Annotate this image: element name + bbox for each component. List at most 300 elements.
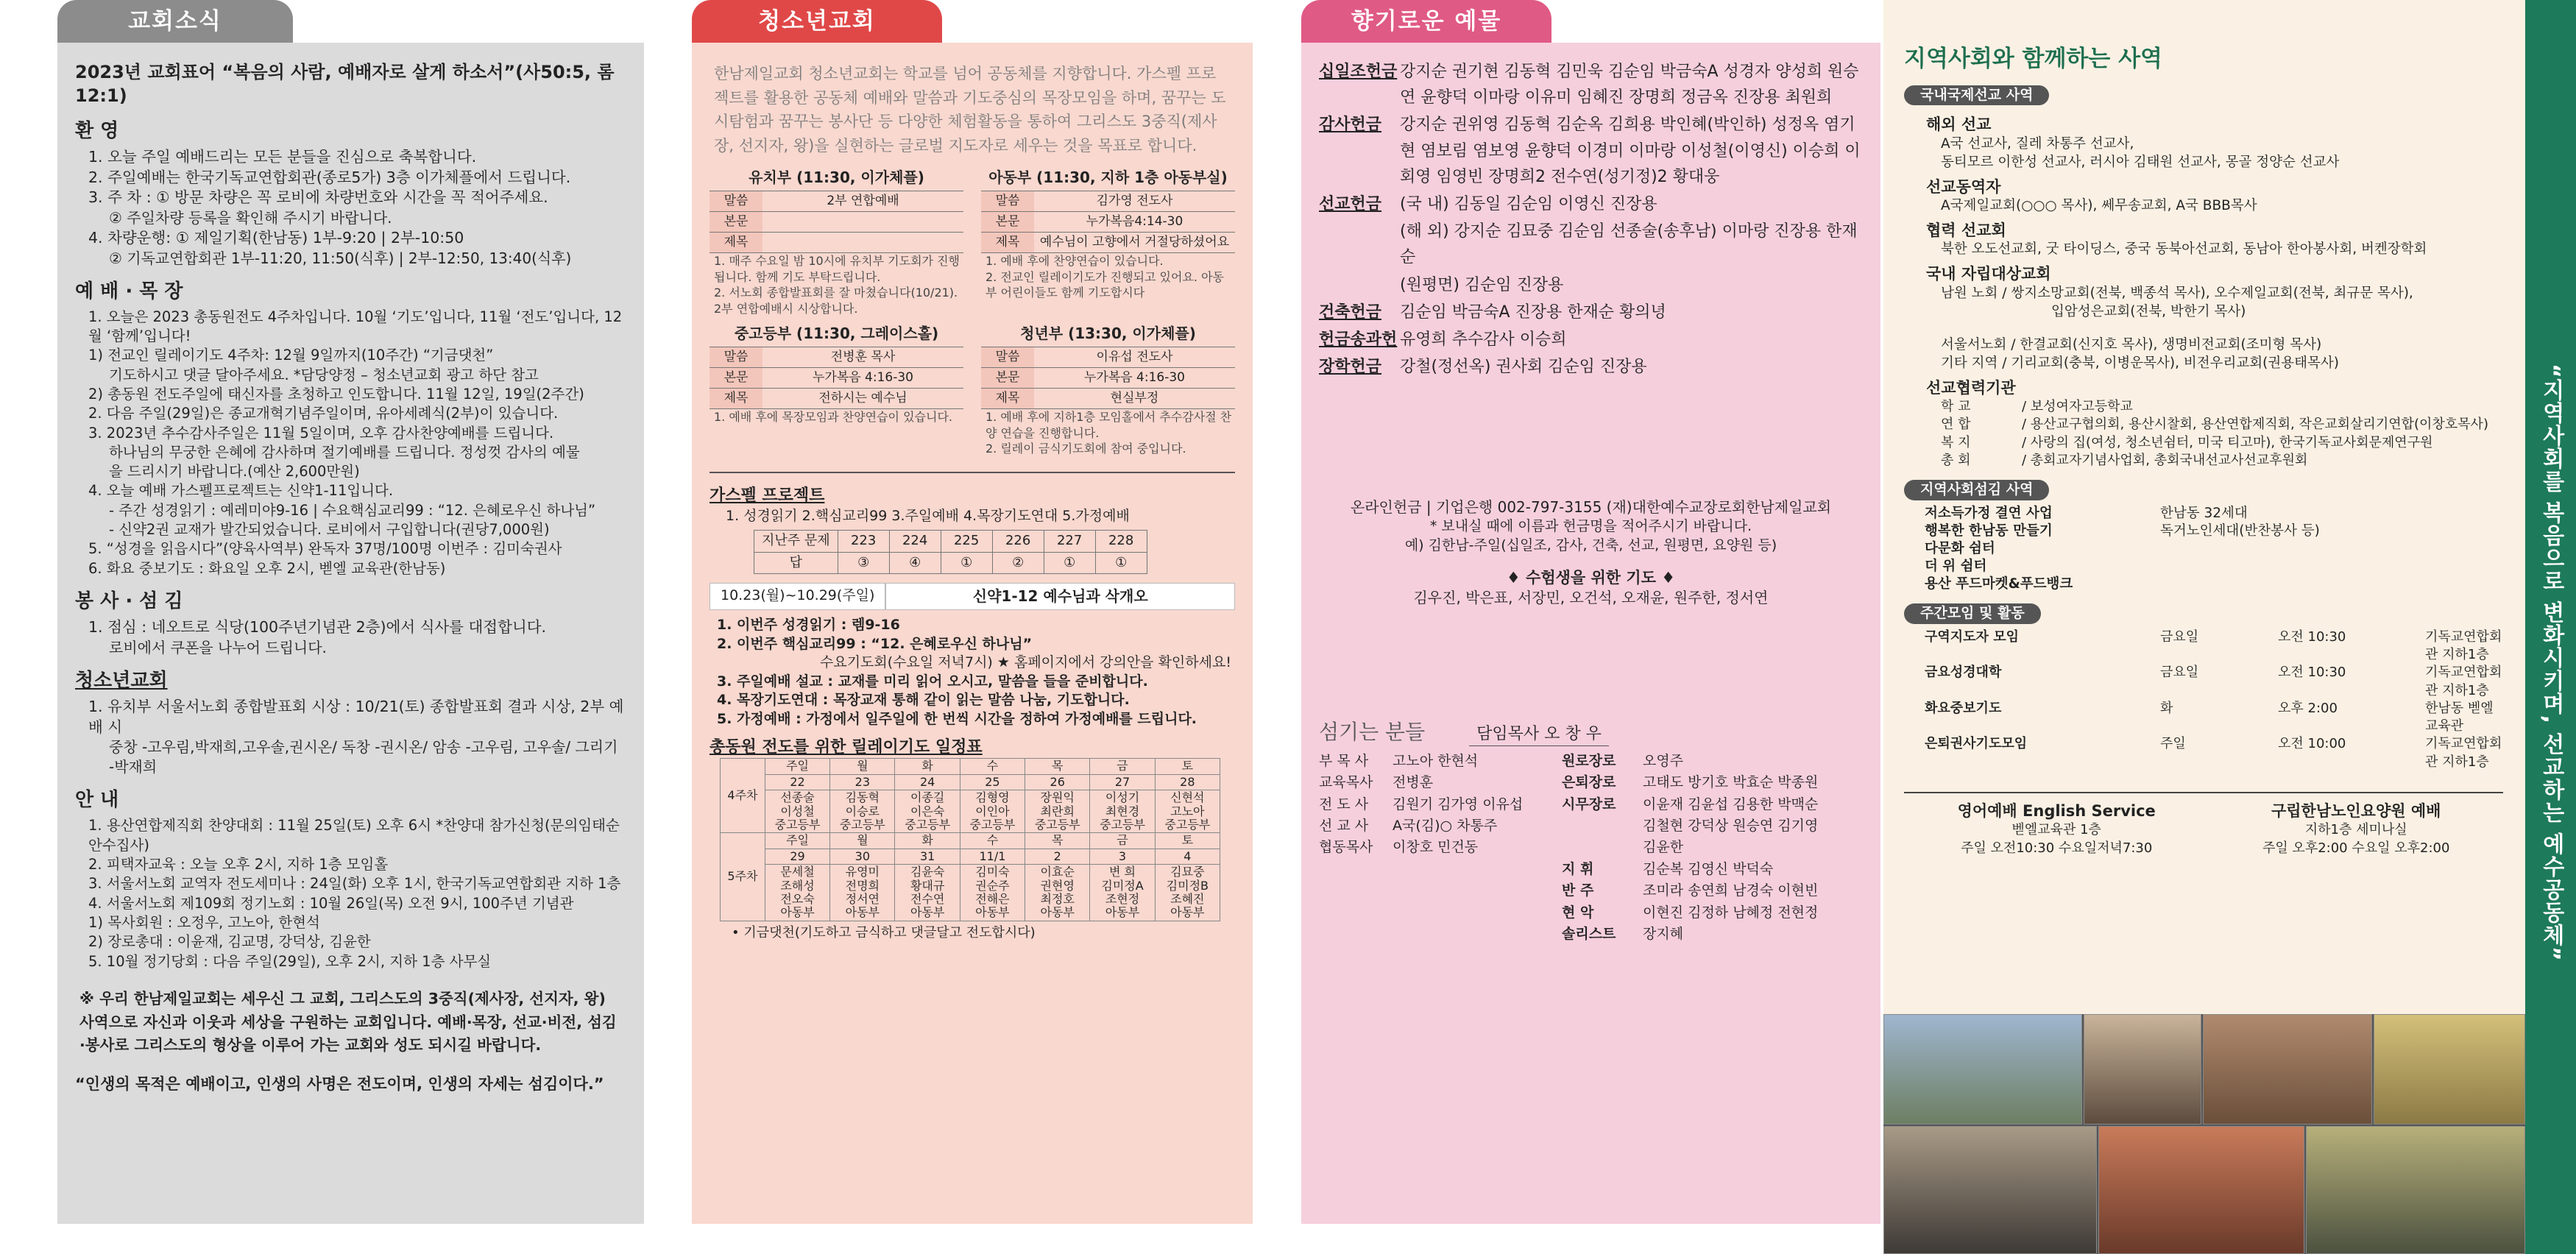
offering-names: 김순임 박금숙A 진장용 한재순 황의녕 xyxy=(1400,302,1666,322)
department-title: 유치부 (11:30, 이가체플) xyxy=(749,169,924,187)
agency-row xyxy=(1941,434,2503,452)
relay-name: 최란희 xyxy=(1040,804,1075,818)
relay-name: 조혜진 xyxy=(1170,891,1205,906)
overseas-item: 동티모르 이한성 선교사, 러시아 김태원 선교사, 몽골 정양순 선교사 xyxy=(1941,154,2340,170)
relay-date: 31 xyxy=(895,849,960,864)
worship-item: 3. 2023년 추수감사주일은 11월 5일이며, 오후 감사찬양예배를 드립니다. xyxy=(88,424,554,442)
gospel-question: 223 xyxy=(838,531,889,552)
group-photo-1 xyxy=(2084,1014,2201,1124)
staff-row xyxy=(1319,924,1863,945)
news-panel xyxy=(57,43,644,1224)
department-block xyxy=(710,168,963,316)
relay-name: 조해성 xyxy=(780,878,815,893)
department-table xyxy=(981,347,1235,409)
department-note: 1. 예배 후에 지하1층 모임홀에서 추수감사절 찬양 연습을 진행합니다. xyxy=(986,410,1232,440)
staff-names: 김윤한 xyxy=(1643,839,1684,856)
weekly-place: 한남동 벧엘교육관 xyxy=(2425,700,2494,734)
worship-item: 5. “성경을 읽읍시다”(양육사역부) 완독자 37명/100명 이번주 : 김미숙권사 xyxy=(88,540,562,558)
local-name: 행복한 한남동 만들기 xyxy=(1925,522,2053,539)
department-table xyxy=(710,347,963,409)
offering-row xyxy=(1319,272,1863,298)
nursing-home-title: 구립한남노인요양원 예배 xyxy=(2271,802,2441,821)
relay-name: 이효순 xyxy=(1040,865,1075,879)
staff-row xyxy=(1319,837,1863,858)
relay-name: 중고등부 xyxy=(1034,817,1080,832)
annual-motto: 2023년 교회표어 “복음의 사람, 예배자로 살게 하소서”(사50:5, 롬 12:1) xyxy=(75,62,615,107)
children-photo xyxy=(2374,1014,2525,1124)
offering-names: 강지순 권위영 김동혁 김순옥 김희용 박인혜(박인하) 성정옥 염기현 염보림 염보영 윤향덕 이경미 이마랑 이성철(이영신) 이승희 이회영 임영빈 장명희2 전수연(성기정)2 황대웅 xyxy=(1400,116,1861,186)
offering-names: (국 내) 김동일 김순임 이영신 진장용 xyxy=(1400,194,1657,213)
relay-date: 29 xyxy=(765,849,829,864)
welcome-item: 1. 오늘 주일 예배드리는 모든 분들을 진심으로 축복합니다. xyxy=(88,147,477,166)
youth-news-heading: 청소년교회 xyxy=(75,669,168,692)
weekly-row xyxy=(1925,735,2503,771)
local-name: 더 위 쉼터 xyxy=(1925,558,1987,574)
relay-date: 22 xyxy=(765,774,829,790)
relay-prayer-table xyxy=(720,758,1220,921)
nursing-home-location: 지하1층 세미나실 xyxy=(2304,822,2407,838)
staff-list xyxy=(1319,751,1863,946)
relay-names xyxy=(830,865,895,921)
local-detail: 한남동 32세대 xyxy=(2160,505,2248,521)
offering-names: (원평면) 김순임 진장용 xyxy=(1400,275,1564,294)
department-note: 1. 매주 수요일 밤 10시에 유치부 기도회가 진행됩니다. 함께 기도 부탁드립니다. xyxy=(714,254,960,284)
gospel-list-item: 1. 이번주 성경읽기 : 렘9-16 xyxy=(717,616,900,633)
worship-item: 하나님의 무궁한 은혜에 감사하며 절기예배를 드립니다. 정성껏 감사의 예물 xyxy=(109,443,580,461)
weekly-name: 화요중보기도 xyxy=(1925,700,2002,716)
relay-week-label: 5주차 xyxy=(721,833,765,921)
department-field-value: 현실부정 xyxy=(1034,389,1235,409)
relay-date: 23 xyxy=(830,774,895,790)
tab-worship: 향기로운 예물 xyxy=(1301,0,1551,43)
department-field-label: 본문 xyxy=(981,212,1034,233)
local-name: 다문화 쉼터 xyxy=(1925,540,1995,556)
relay-name: 장원익 xyxy=(1040,790,1075,805)
overseas-item: A국 선교사, 질레 차통주 선교사, xyxy=(1941,135,2134,152)
senior-pastor: 담임목사 오 창 우 xyxy=(1469,723,1609,746)
staff-names xyxy=(1393,880,1562,901)
notice-heading: 안 내 xyxy=(75,789,119,812)
gospel-question: 228 xyxy=(1095,531,1147,552)
staff-role xyxy=(1562,815,1643,837)
relay-date: 4 xyxy=(1155,849,1220,864)
gospel-answer: 답 xyxy=(754,552,838,573)
relay-name: 중고등부 xyxy=(774,817,821,832)
department-field-label: 본문 xyxy=(710,368,762,389)
relay-name: 중고등부 xyxy=(905,817,951,832)
relay-name: 권현영 xyxy=(1040,878,1075,893)
offering-row xyxy=(1319,191,1863,217)
notice-item: 4. 서울서노회 제109회 정기노회 : 10월 26일(목) 오전 9시, 100주년 기념관 xyxy=(88,894,574,912)
relay-name: 선종술 xyxy=(780,790,815,805)
agency-row xyxy=(1941,416,2503,433)
staff-role xyxy=(1319,924,1393,945)
local-detail xyxy=(2160,558,2503,575)
welcome-item: 3. 주 차 : ① 방문 차량은 꼭 로비에 차량번호와 시간을 꼭 적어주세요. xyxy=(88,188,548,207)
staff-names: 김원기 김가영 이유섭 xyxy=(1393,796,1524,812)
english-service-time: 주일 오전10:30 수요일저녁7:30 xyxy=(1961,840,2153,856)
relay-name: 변 희 xyxy=(1109,865,1136,879)
department-note: 2. 릴레이 금식기도회에 참여 중입니다. xyxy=(986,442,1186,456)
relay-date: 30 xyxy=(830,849,895,864)
gospel-list xyxy=(710,616,1235,729)
notice-item: 2. 피택자교육 : 오늘 오후 2시, 지하 1층 모임홀 xyxy=(88,855,389,873)
offering-list xyxy=(1319,59,1863,380)
relay-name: 아동부 xyxy=(845,905,880,920)
department-note: 1. 예배 후에 찬양연습이 있습니다. xyxy=(986,254,1164,268)
gospel-list-item: 4. 목장기도연대 : 목장교재 통해 같이 읽는 말씀 나눔, 기도합니다. xyxy=(717,692,1130,709)
relay-day: 금 xyxy=(1090,833,1155,849)
relay-name: 김미정B xyxy=(1166,878,1209,893)
department-table xyxy=(981,191,1235,253)
department-note: 1. 예배 후에 목장모임과 찬양연습이 있습니다. xyxy=(714,410,952,425)
relay-names xyxy=(1090,865,1155,921)
gospel-question: 224 xyxy=(889,531,941,552)
relay-name: 최정호 xyxy=(1040,891,1075,906)
local-row xyxy=(1925,575,2503,593)
congregation-photo xyxy=(2306,1126,2525,1254)
local-row xyxy=(1925,505,2503,522)
staff-names xyxy=(1393,902,1562,924)
department-field-value: 전하시는 예수님 xyxy=(762,389,963,409)
relay-date: 27 xyxy=(1090,774,1155,790)
agency-type: 학 교 xyxy=(1941,398,1971,414)
relay-name: 이종길 xyxy=(910,790,945,805)
gospel-list-item: 5. 가정예배 : 가정에서 일주일에 한 번씩 시간을 정하여 가정예배를 드립니다. xyxy=(717,711,1197,728)
staff-role: 지 휘 xyxy=(1562,860,1594,877)
relay-names xyxy=(960,865,1025,921)
english-service-location: 벧엘교육관 1층 xyxy=(2011,822,2101,838)
department-field-label: 본문 xyxy=(710,212,762,233)
offering-type: 건축헌금 xyxy=(1319,302,1382,322)
department-field-value: 누가복음 4:16-30 xyxy=(762,368,963,389)
welcome-list xyxy=(75,147,626,269)
relay-day: 주일 xyxy=(765,833,829,849)
notice-list xyxy=(75,816,626,971)
relay-name: 이성철 xyxy=(780,804,815,818)
relay-date: 25 xyxy=(960,774,1025,790)
staff-names: 김철현 강덕상 원승연 김기영 xyxy=(1643,817,1819,834)
relay-day: 주일 xyxy=(765,759,829,774)
offering-names: 유영희 추수감사 이승희 xyxy=(1400,330,1567,349)
welcome-item: ② 기독교연합회관 1부-11:20, 11:50(식후) | 2부-12:50, 13:40(식후) xyxy=(109,249,572,267)
staff-names: 이현진 김정하 남혜정 전현정 xyxy=(1643,904,1819,921)
gospel-answer: ① xyxy=(1095,552,1147,573)
worship-item: 6. 화요 중보기도 : 화요일 오후 2시, 벧엘 교육관(한남동) xyxy=(88,559,446,577)
department-block xyxy=(710,324,963,457)
relay-names xyxy=(960,790,1025,833)
relay-note: • 기금댓천(기도하고 금식하고 댓글달고 전도합시다) xyxy=(732,924,1036,940)
relay-names xyxy=(895,865,960,921)
relay-name: 김동혁 xyxy=(845,790,880,805)
worship-item: - 신약2권 교재가 발간되었습니다. 로비에서 구입합니다(권당7,000원) xyxy=(109,521,550,539)
relay-heading: 총동원 전도를 위한 릴레이기도 일정표 xyxy=(710,737,983,757)
relay-day: 금 xyxy=(1090,759,1155,774)
staff-row xyxy=(1319,751,1863,772)
weekly-name: 금요성경대학 xyxy=(1925,665,2002,681)
relay-name: 아동부 xyxy=(975,905,1010,920)
relay-name: 황대규 xyxy=(910,878,945,893)
staff-names xyxy=(1393,859,1562,880)
weekly-time: 오후 2:00 xyxy=(2278,700,2338,716)
gospel-answer: ② xyxy=(992,552,1044,573)
notice-item: 1. 용산연합제직회 찬양대회 : 11월 25일(토) 오후 6시 *찬양대 참가신청(문의임태순안수집사) xyxy=(88,817,620,854)
worship-item: - 주간 성경읽기 : 예레미야9-16 | 수요핵심교리99 : “12. 은혜로우신 하나님” xyxy=(109,501,596,519)
agency-type: 총 회 xyxy=(1941,452,1971,468)
relay-name: 아동부 xyxy=(1040,905,1075,920)
relay-name: 이인아 xyxy=(975,804,1010,818)
notice-item: 5. 10월 정기당회 : 다음 주일(29일), 오후 2시, 지하 1층 사무실 xyxy=(88,952,492,970)
staff-role: 교육목사 xyxy=(1319,774,1373,791)
side-banner xyxy=(2525,0,2576,1254)
worship-heading: 예 배 · 목 장 xyxy=(75,280,183,302)
department-field-value xyxy=(762,212,963,233)
welcome-item: 4. 차량운행: ① 제일기획(한남동) 1부-9:20 | 2부-10:50 xyxy=(88,228,464,247)
agency-name: / 용산교구협의회, 용산시찰회, 용산연합제직회, 작은교회살리기연합(이창호목사) xyxy=(2022,417,2488,433)
relay-date: 11/1 xyxy=(960,849,1025,864)
relay-name: 권순주 xyxy=(975,878,1010,893)
worship-item: 을 드리시기 바랍니다.(예산 2,600만원) xyxy=(109,463,360,481)
relay-names xyxy=(830,790,895,833)
domestic-item: 서울서노회 / 한결교회(신지호 목사), 생명비전교회(조미형 목사) xyxy=(1941,336,2322,353)
offering-row xyxy=(1319,300,1863,325)
relay-name: 유영미 xyxy=(845,865,880,879)
relay-name: 중고등부 xyxy=(1100,817,1145,832)
relay-name: 조현정 xyxy=(1105,891,1140,906)
worship-item: 1) 전교인 릴레이기도 4주차: 12월 9일까지(10주간) “기금댓천” xyxy=(88,347,494,364)
relay-day: 목 xyxy=(1025,833,1090,849)
weekly-time: 오전 10:00 xyxy=(2278,736,2346,752)
staff-role: 솔리스트 xyxy=(1562,926,1616,943)
service-list xyxy=(75,617,626,658)
department-field-value: 2부 연합예배 xyxy=(762,191,963,212)
department-note: 2. 전교인 릴레이기도가 진행되고 있어요. 아동부 어린이들도 함께 기도합시다 xyxy=(986,269,1224,300)
gospel-items: 1. 성경읽기 2.핵심교리99 3.주일예배 4.목장기도연대 5.가정예배 xyxy=(726,507,1130,524)
weekly-day: 화 xyxy=(2160,700,2173,716)
staff-role: 전 도 사 xyxy=(1319,796,1369,812)
agency-name: / 사랑의 집(여성, 청소년쉼터, 미국 티고마), 한국기독교사회문제연구원 xyxy=(2022,434,2433,450)
service-heading: 봉 사 · 섬 김 xyxy=(75,590,183,613)
department-title: 중고등부 (11:30, 그레이스홀) xyxy=(734,325,939,343)
gospel-lesson: 신약1-12 예수님과 삭개오 xyxy=(885,583,1235,610)
staff-role: 선 교 사 xyxy=(1319,817,1369,834)
relay-names xyxy=(1155,865,1220,921)
weekly-row xyxy=(1925,664,2503,700)
relay-name: 이은숙 xyxy=(910,804,945,818)
online-note: * 보내실 때에 이름과 헌금명을 적어주시기 바랍니다. xyxy=(1429,518,1752,535)
gospel-answer: ④ xyxy=(889,552,941,573)
offering-type: 감사헌금 xyxy=(1319,116,1382,135)
department-field-label: 말씀 xyxy=(710,347,762,368)
ceremony-photo xyxy=(1883,1126,2097,1254)
weekly-place: 기독교연합회관 지하1층 xyxy=(2425,736,2502,770)
department-field-value: 누가복음 4:16-30 xyxy=(1034,368,1235,389)
worship-item: 기도하시고 댓글 달아주세요. *담당양정 – 청소년교회 광고 하단 참고 xyxy=(109,366,539,383)
offering-type: 헌금송과헌 xyxy=(1319,330,1398,349)
relay-names xyxy=(1025,865,1090,921)
relay-name: 아동부 xyxy=(910,905,945,920)
youth-news-list xyxy=(75,697,626,777)
notice-item: 1) 목사회원 : 오정우, 고노아, 한현석 xyxy=(88,913,320,931)
relay-name: 아동부 xyxy=(780,905,815,920)
domestic-item: 남원 노회 / 쌍지소망교회(전북, 백종석 목사), 오수제일교회(전북, 최규문 목사), xyxy=(1941,285,2413,301)
offering-type: 십일조헌금 xyxy=(1319,63,1398,81)
staff-role: 은퇴장로 xyxy=(1562,774,1616,791)
coop-heading: 협력 선교회 xyxy=(1926,222,2006,240)
worship-item: 1. 오늘은 2023 총동원전도 4주차입니다. 10월 ‘기도’입니다, 11월 ‘전도’입니다, 12월 ‘함께’입니다! xyxy=(88,308,623,344)
relay-name: 전해은 xyxy=(975,891,1010,906)
staff-row xyxy=(1319,794,1863,815)
department-field-label: 본문 xyxy=(981,368,1034,389)
agency-name: / 보성여자고등학교 xyxy=(2022,398,2133,414)
weekly-place: 기독교연합회관 지하1층 xyxy=(2425,665,2502,698)
worship-item: 2. 다음 주일(29일)은 종교개혁기념주일이며, 유아세례식(2부)이 있습니다. xyxy=(88,405,559,422)
staff-heading: 섬기는 분들 xyxy=(1319,719,1426,744)
gospel-date-range: 10.23(월)~10.29(주일) xyxy=(710,583,885,610)
online-example: 예) 김한남-주일(십일조, 감사, 건축, 선교, 원평면, 요양원 등) xyxy=(1404,536,1777,553)
relay-name: 아동부 xyxy=(1170,905,1205,920)
mission-title: 지역사회와 함께하는 사역 xyxy=(1904,46,2162,72)
relay-name: 아동부 xyxy=(1105,905,1140,920)
local-row xyxy=(1925,540,2503,558)
weekly-time: 오전 10:30 xyxy=(2278,665,2346,681)
relay-name: 김형영 xyxy=(975,790,1010,805)
relay-day: 수 xyxy=(960,759,1025,774)
staff-row xyxy=(1319,815,1863,837)
english-service-title: 영어예배 English Service xyxy=(1957,802,2156,821)
relay-name: 전오숙 xyxy=(780,891,815,906)
baptism-photo xyxy=(2203,1014,2372,1124)
relay-name: 김윤숙 xyxy=(910,865,945,879)
weekly-row xyxy=(1925,700,2503,736)
staff-role: 부 목 사 xyxy=(1319,752,1369,769)
staff-names xyxy=(1393,924,1562,945)
local-row xyxy=(1925,522,2503,540)
relay-date: 3 xyxy=(1090,849,1155,864)
relay-names xyxy=(765,790,829,833)
department-note: 2. 서노회 종합발표회를 잘 마쳤습니다(10/21). 2부 연합예배시 시상합니다. xyxy=(714,286,958,316)
photo-collage xyxy=(1883,1014,2525,1254)
online-offering: 온라인헌금 | 기업은행 002-797-3155 (재)대한예수교장로회한남제일교회 xyxy=(1350,498,1832,517)
staff-role xyxy=(1319,902,1393,924)
nursing-home-time: 주일 오후2:00 수요일 오후2:00 xyxy=(2262,840,2450,856)
local-row xyxy=(1925,558,2503,575)
staff-role xyxy=(1562,837,1643,858)
domestic-heading: 국내 자립대상교회 xyxy=(1926,265,2051,283)
welcome-item: ② 주일차량 등록을 확인해 주시기 바랍니다. xyxy=(109,208,392,227)
staff-names: 조미라 송연희 남경숙 이현빈 xyxy=(1643,882,1819,899)
gospel-question: 227 xyxy=(1044,531,1095,552)
weekly-day: 금요일 xyxy=(2160,665,2199,681)
event-photo xyxy=(2098,1126,2304,1254)
agency-heading: 선교협력기관 xyxy=(1926,378,2016,397)
staff-names: 이창호 민건동 xyxy=(1393,839,1479,856)
relay-name: 고노아 xyxy=(1170,804,1205,818)
weekly-time: 오전 10:30 xyxy=(2278,628,2346,645)
relay-name: 중고등부 xyxy=(1164,817,1211,832)
relay-name: 최현경 xyxy=(1105,804,1140,818)
church-building-photo xyxy=(1883,1014,2082,1124)
staff-role: 시무장로 xyxy=(1562,796,1616,812)
relay-date: 26 xyxy=(1025,774,1090,790)
gospel-list-item: 3. 주일예배 설교 : 교재를 미리 읽어 오시고, 말씀을 들을 준비합니다. xyxy=(717,673,1148,690)
staff-role xyxy=(1319,859,1393,880)
staff-role: 원로장로 xyxy=(1562,752,1616,769)
relay-name: 전수연 xyxy=(910,891,945,906)
department-field-label: 말씀 xyxy=(981,347,1034,368)
relay-day: 월 xyxy=(830,833,895,849)
local-name: 용산 푸드마켓&푸드뱅크 xyxy=(1925,575,2073,592)
staff-row xyxy=(1319,859,1863,880)
relay-day: 목 xyxy=(1025,759,1090,774)
staff-names: 장지혜 xyxy=(1643,926,1684,943)
department-title: 청년부 (13:30, 이가체플) xyxy=(1020,325,1196,343)
weekly-name: 은퇴권사기도모임 xyxy=(1925,736,2028,752)
partner-heading: 선교동역자 xyxy=(1926,177,2001,196)
department-field-label: 제목 xyxy=(981,233,1034,253)
agency-row xyxy=(1941,398,2503,416)
local-detail: 독거노인세대(반찬봉사 등) xyxy=(2160,522,2320,539)
weekly-pill: 주간모임 및 활동 xyxy=(1904,603,2041,624)
gospel-banner xyxy=(710,583,1235,610)
relay-name: 이승로 xyxy=(845,804,880,818)
offering-row xyxy=(1319,59,1863,110)
notice-item: 3. 서울서노회 교역자 전도세미나 : 24일(화) 오후 1시, 한국기독교연합회관 지하 1층 xyxy=(88,875,621,893)
relay-day: 화 xyxy=(895,759,960,774)
relay-name: 김미정A xyxy=(1101,878,1144,893)
staff-names: 김순복 김영신 박덕숙 xyxy=(1643,860,1774,877)
agency-name: / 총회교자기념사업회, 총회국내선교사선교후원회 xyxy=(2022,452,2308,468)
closing-quote: “인생의 목적은 예배이고, 인생의 사명은 전도이며, 인생의 자세는 섬김이다.” xyxy=(75,1075,604,1094)
notice-item: 2) 장로총대 : 이윤재, 김교명, 강덕상, 김윤한 xyxy=(88,933,371,951)
relay-names xyxy=(1155,790,1220,833)
relay-day: 수 xyxy=(960,833,1025,849)
tab-youth: 청소년교회 xyxy=(692,0,942,43)
department-field-value: 누가복음4:14-30 xyxy=(1034,212,1235,233)
local-detail xyxy=(2160,540,2503,558)
offering-row xyxy=(1319,354,1863,380)
offering-type: 선교헌금 xyxy=(1319,194,1382,213)
local-name: 저소득가정 결연 사업 xyxy=(1925,505,2053,521)
local-detail xyxy=(2160,575,2503,593)
overseas-heading: 해외 선교 xyxy=(1926,116,1992,134)
prayer-names: 김우진, 박은표, 서장민, 오건석, 오재윤, 원주한, 정서연 xyxy=(1413,588,1769,606)
relay-day: 화 xyxy=(895,833,960,849)
local-mission-pill: 지역사회섬김 사역 xyxy=(1904,480,2049,500)
gospel-list-item: 2. 이번주 핵심교리99 : “12. 은혜로우신 하나님” xyxy=(717,635,1033,652)
department-field-value xyxy=(762,233,963,253)
agency-type: 연 합 xyxy=(1941,417,1971,433)
department-field-label: 제목 xyxy=(710,233,762,253)
staff-role: 반 주 xyxy=(1562,882,1594,899)
relay-names xyxy=(895,790,960,833)
worship-list xyxy=(75,308,626,578)
gospel-answer: ③ xyxy=(838,552,889,573)
department-table xyxy=(710,191,963,253)
gospel-list-item: 수요기도회(수요일 저녁7시) ★ 홈페이지에서 강의안을 확인하세요! xyxy=(820,654,1231,671)
staff-names: 전병훈 xyxy=(1393,774,1434,791)
gospel-question: 지난주 문제 xyxy=(754,531,838,552)
youth-news-item: 중창 -고우림,박재희,고우솔,권시온/ 독창 -권시온/ 암송 -고우림, 고우솔/ 그리기 -박재희 xyxy=(109,738,618,776)
department-field-value: 김가영 전도사 xyxy=(1034,191,1235,212)
relay-date: 2 xyxy=(1025,849,1090,864)
offering-row xyxy=(1319,327,1863,353)
worship-item: 2) 총동원 전도주일에 태신자를 초청하고 인도합니다. 11월 12일, 19일(2주간) xyxy=(88,385,584,403)
weekly-place: 기독교연합회관 지하1층 xyxy=(2425,628,2502,662)
relay-name: 신현석 xyxy=(1170,790,1205,805)
department-title: 아동부 (11:30, 지하 1층 아동부실) xyxy=(988,169,1228,187)
worship-panel xyxy=(1301,43,1880,1224)
